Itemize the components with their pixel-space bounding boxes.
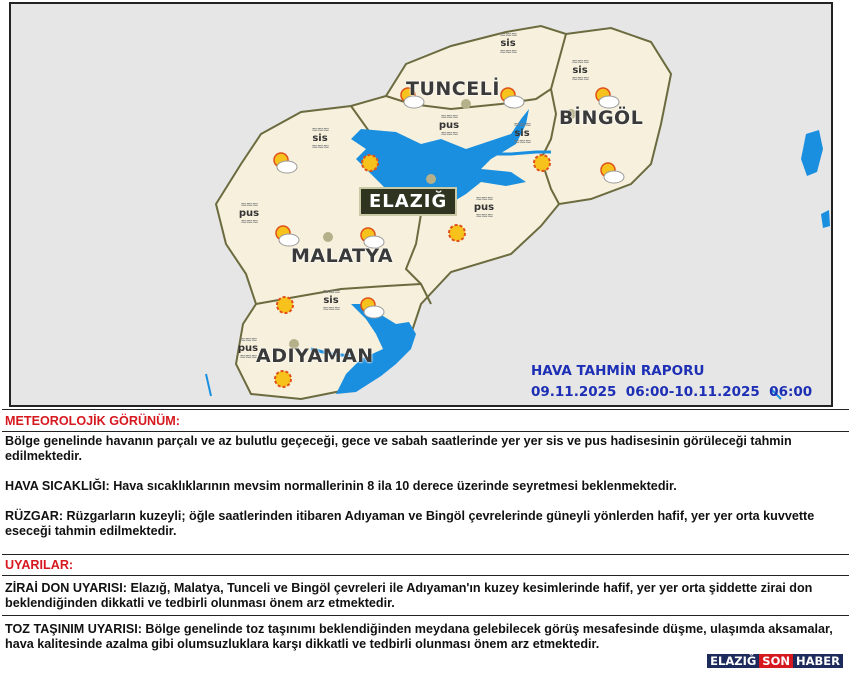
outlook-section bbox=[2, 431, 849, 554]
fog-symbol: ≈≈≈ sis ≈≈≈ bbox=[571, 57, 589, 83]
city-label-tunceli: TUNCELİ bbox=[406, 78, 500, 100]
city-dot bbox=[461, 99, 471, 109]
fog-symbol: ≈≈≈ sis ≈≈≈ bbox=[513, 120, 531, 146]
frost-warning: ZİRAİ DON UYARISI: Elazığ, Malatya, Tunceli ve Bingöl çevreleri ile Adıyaman'ın kuzey kesimlerinde hafif, yer yer orta şiddette zirai don beklendiğinden dikkatli ve tedbirli olunması önem arz etmektedir. bbox=[2, 575, 849, 615]
sunny-icon bbox=[269, 366, 299, 392]
forecast-text-panel bbox=[0, 409, 851, 676]
city-label-malatya: MALATYA bbox=[291, 245, 394, 267]
watermark-part3: HABER bbox=[793, 654, 843, 668]
watermark-part2: SON bbox=[759, 654, 793, 668]
partly-cloudy-icon bbox=[269, 149, 299, 175]
fog-symbol: ≈≈≈ sis ≈≈≈ bbox=[311, 125, 329, 151]
sunny-icon bbox=[528, 150, 558, 176]
watermark-part1: ELAZIĞ bbox=[707, 654, 759, 668]
partly-cloudy-icon bbox=[496, 84, 526, 110]
city-label-bingol: BİNGÖL bbox=[559, 107, 644, 129]
fog-symbol: ≈≈≈ sis ≈≈≈ bbox=[499, 30, 517, 56]
weather-map bbox=[9, 2, 833, 407]
sunny-icon bbox=[271, 292, 301, 318]
wind-text: RÜZGAR: Rüzgarların kuzeyli; öğle saatlerinden itibaren Adıyaman ve Bingöl çevrelerinde güneyli yönlerden hafif, yer yer orta kuvvette eseceği tahmin edilmektedir. bbox=[5, 509, 815, 538]
partly-cloudy-icon bbox=[596, 159, 626, 185]
dust-warning: TOZ TAŞINIM UYARISI: Bölge genelinde toz taşınımı beklendiğinden meydana gelebilecek görüş mesafesinde düşme, ulaşımda aksamalar, hava kalitesinde azalma gibi olumsuzluklara karşı dikkatli ve tedbirli olunması önem arz etmektedir. bbox=[2, 615, 849, 676]
shore-curve bbox=[206, 374, 211, 396]
fog-symbol: ≈≈≈ sis ≈≈≈ bbox=[322, 287, 340, 313]
temperature-text: HAVA SICAKLIĞI: Hava sıcaklıklarının mevsim normallerinin 8 ila 10 derece üzerinde seyretmesi beklenmektedir. bbox=[5, 479, 677, 493]
report-period: 09.11.2025 06:00-10.11.2025 06:00 bbox=[531, 384, 813, 400]
city-label-elazig: ELAZIĞ bbox=[359, 187, 457, 216]
haze-symbol: ≈≈≈ pus ≈≈≈ bbox=[238, 200, 260, 226]
report-title: HAVA TAHMİN RAPORU bbox=[531, 363, 705, 379]
outlook-text: Bölge genelinde havanın parçalı ve az bulutlu geçeceği, gece ve sabah saatlerinde yer yer sis ve pus hadisesinin görüleceği tahmin edilmektedir. bbox=[5, 434, 792, 463]
sunny-icon bbox=[443, 220, 473, 246]
lake-east-small bbox=[821, 210, 830, 228]
watermark-logo bbox=[707, 654, 843, 668]
haze-symbol: ≈≈≈ pus ≈≈≈ bbox=[237, 335, 259, 361]
outlook-heading: METEOROLOJİK GÖRÜNÜM: bbox=[2, 409, 849, 431]
city-dot bbox=[426, 174, 436, 184]
haze-symbol: ≈≈≈ pus ≈≈≈ bbox=[438, 112, 460, 138]
city-dot bbox=[323, 232, 333, 242]
sunny-icon bbox=[356, 150, 386, 176]
warnings-heading: UYARILAR: bbox=[2, 554, 849, 575]
partly-cloudy-icon bbox=[356, 294, 386, 320]
city-label-adiyaman: ADIYAMAN bbox=[256, 345, 374, 367]
lake-east bbox=[801, 130, 823, 176]
haze-symbol: ≈≈≈ pus ≈≈≈ bbox=[473, 194, 495, 220]
